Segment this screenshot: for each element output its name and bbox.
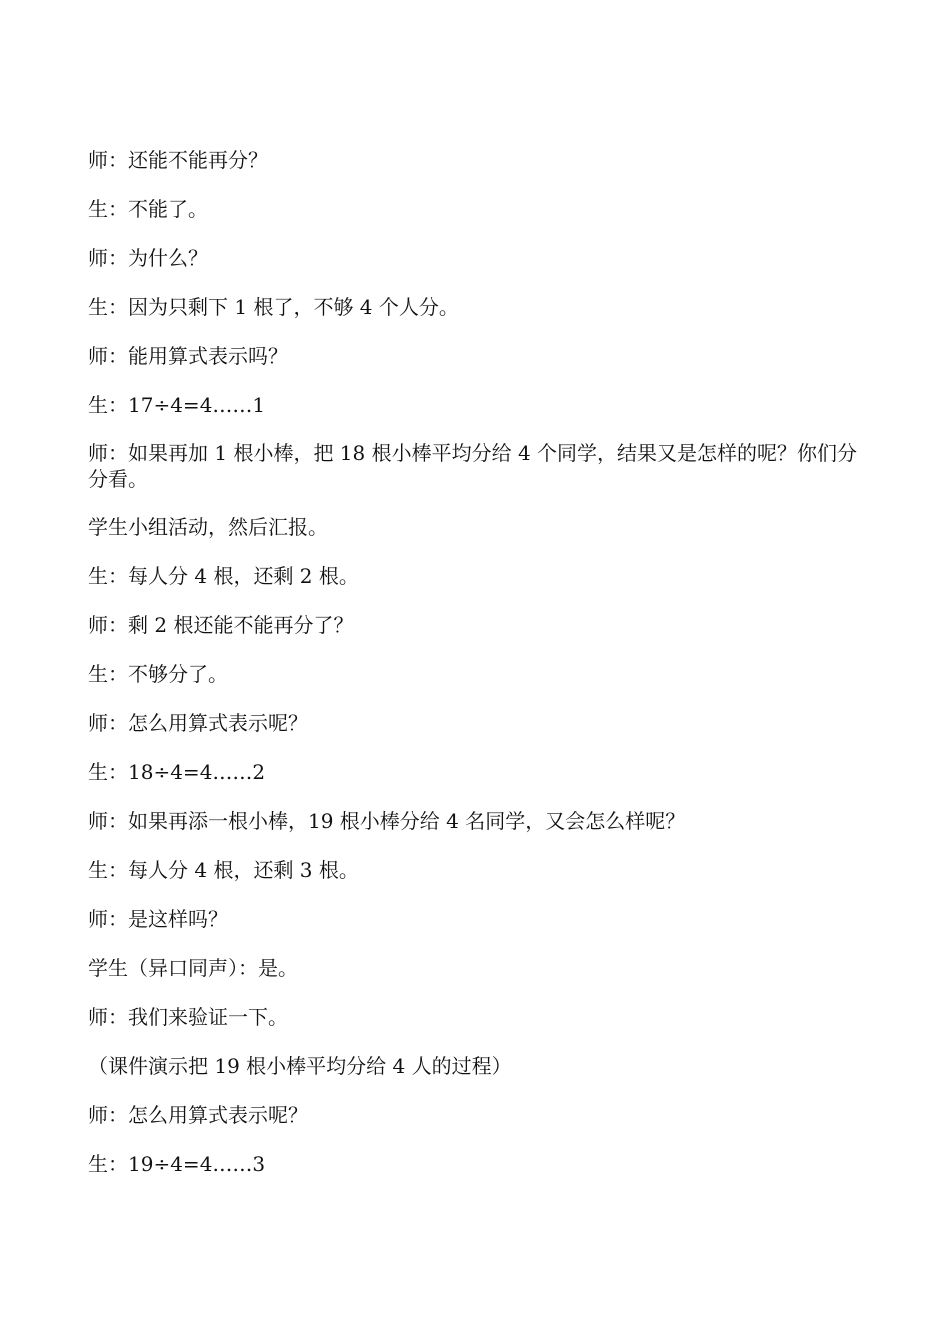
dialogue-line: 师：剩 2 根还能不能再分了？ — [88, 613, 354, 637]
dialogue-line: 师：还能不能再分？ — [88, 148, 268, 172]
dialogue-line: 师：怎么用算式表示呢？ — [88, 1103, 308, 1127]
dialogue-line: 生：因为只剩下 1 根了，不够 4 个人分。 — [88, 295, 459, 319]
dialogue-line: 学生小组活动，然后汇报。 — [88, 515, 328, 539]
dialogue-line: 师：能用算式表示吗？ — [88, 344, 288, 368]
document-body — [88, 146, 868, 1199]
dialogue-line: 师：如果再加 1 根小棒，把 18 根小棒平均分给 4 个同学，结果又是怎样的呢？你们分分看。 — [88, 441, 858, 491]
dialogue-line: 生：每人分 4 根，还剩 3 根。 — [88, 858, 359, 882]
dialogue-line: 生：不能了。 — [88, 197, 208, 221]
dialogue-line: 师：我们来验证一下。 — [88, 1005, 288, 1029]
dialogue-line: 师：是这样吗？ — [88, 907, 228, 931]
dialogue-line: 师：为什么？ — [88, 246, 208, 270]
dialogue-line: 生：不够分了。 — [88, 662, 228, 686]
dialogue-line: 生：17÷4=4……1 — [88, 393, 266, 417]
dialogue-line: 生：18÷4=4……2 — [88, 760, 266, 784]
dialogue-line: （课件演示把 19 根小棒平均分给 4 人的过程） — [88, 1054, 512, 1078]
dialogue-line: 生：每人分 4 根，还剩 2 根。 — [88, 564, 359, 588]
dialogue-line: 师：怎么用算式表示呢？ — [88, 711, 308, 735]
dialogue-line: 生：19÷4=4……3 — [88, 1152, 266, 1176]
dialogue-line: 学生（异口同声）：是。 — [88, 956, 298, 980]
dialogue-line: 师：如果再添一根小棒，19 根小棒分给 4 名同学，又会怎么样呢？ — [88, 809, 686, 833]
